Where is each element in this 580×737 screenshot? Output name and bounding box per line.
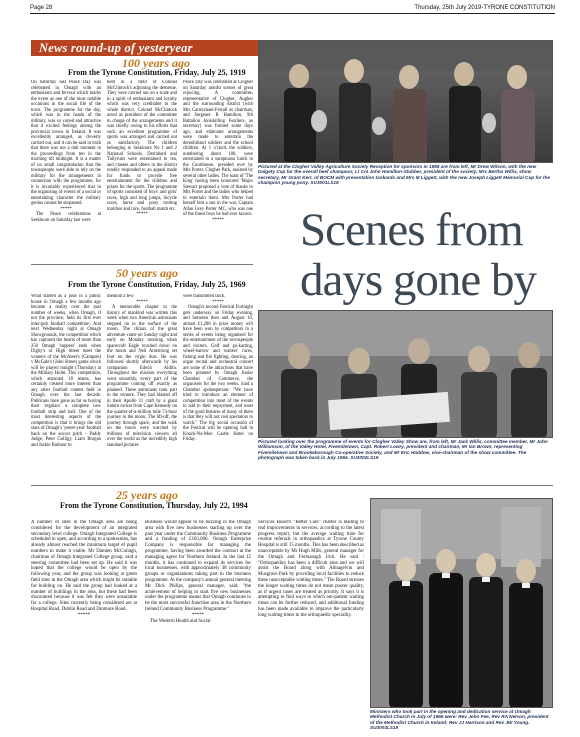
section-divider — [31, 264, 253, 265]
subhead-50-years: From the Tyrone Constitution, Friday, July 25, 1969 — [68, 280, 246, 289]
section-divider — [31, 485, 553, 486]
section-banner — [31, 40, 286, 56]
separator-stars: ***** — [212, 299, 224, 305]
feature-title: Scenes from days gone by — [300, 204, 537, 306]
photo-show-programme — [258, 310, 553, 438]
article-25-col1 — [31, 520, 137, 730]
separator-stars: ***** — [136, 299, 148, 305]
article-text: held in a field of Colonel McClintock's adjoining the demesne. They were carried out on a scale and in a spirit of enthusiasm and loyalty which was very creditable to the whole district. Colonel McClintock acted as president of the committee in charge of the arrangements and it was chiefly owing to his efforts that such an excellent programme of sports was arranged and carried out so satisfactory. The children belonging to Seskinore No 1 and 2 National Schools, Derrabard and Tullyrush were entertained to tea, and classes and others in the district readily responded to an appeal made for funds to provide free entertainment for the children and prizes for the sports. The programme of sports consisted of boys' and girls' races, high and long jumps, bicycle races, horse and pony trotting matches and race, football match etc. — [107, 80, 177, 212]
photo-methodist-ministers — [370, 498, 553, 708]
photo-illustration — [259, 311, 553, 438]
article-25-col3 — [258, 520, 364, 730]
separator-stars: ***** — [191, 612, 205, 618]
article-text: The Peace celebrations at Seskinore on Saturday last were — [31, 212, 101, 223]
article-25-col2 — [145, 520, 251, 730]
photo-illustration — [259, 41, 553, 163]
article-text: Peace Day was celebrated at Clogher on Saturday amidst scenes of great rejoicing. A committee, representative of Clogher, Augher and the surrounding district (with Mrs Carmichael-Ferrall as chairman, and Sergeant R Hamilton, 9th Battalion Inniskilling Fusiliers, as secretary) was formed some days ago, and elaborate arrangements were made to entertain the demobilised soldiers and the school children. At 1 o'clock the soldiers, numbering about 100, were entertained to a sumptuous lunch in the Courthouse, presided over by Mrs Porter, Clogher Park, assisted by several other ladies. The toast of 'The King' having been honoured 'Major Stewart proposed a vote of thanks to Mrs Porter and the ladies who helped to entertain them. Mrs Porter had herself lent a son in the war, Captain Allan Grey Porter MC, who was one of the finest boys he had ever known. — [183, 80, 253, 217]
article-100-col3 — [183, 80, 253, 265]
heading-25-years: 25 years ago — [116, 488, 178, 502]
heading-100-years: 100 years ago — [122, 56, 190, 70]
heading-50-years: 50 years ago — [116, 266, 178, 280]
article-text: were transmitted back. — [183, 294, 226, 299]
article-text: A number of sites in the Omagh area are being considered for the development of an integrated secondary level college. Omagh Integrated College is scheduled to open, and according to a spokesman, has already almost reached the minimum target of pupil numbers to make it viable. Mr Damien McCullagh, chairman of Omagh Integrated College group, said a steering committee had been set up. He said it was hoped that the college would be open by the following year, and the group was looking at green field sites in the Omagh area which might be suitable for building on. He said the group had looked at a number of buildings in the area, but these had been discounted because it was felt they were unsuitable for a college. Sites currently being considered are at Hospital Road, Dublin Road and Dromore Road. — [31, 520, 137, 612]
page-header — [30, 5, 555, 14]
article-text: On Saturday last Peace Day was celebrated in Omagh with an enthusiasm and fervour which marks the event as one of the most notable occasions in the social life of the town. The programme for the day, which was in the hands of the military, was so varied and attractive that it excited feelings among the provincial towns in Ireland. It was excellently arranged, as cleverly carried out, and it can be said in truth that there was not a dull moment in the proceedings from ten in the morning till midnight. It is a matter of no small congratulation that the townspeople were able to rely on the military for the arrangements in connection with the programme, for it is invariably experienced that in the organising of events of a social or entertaining character the military genius cannot be surpassed. — [31, 80, 101, 206]
article-text: Omagh's second Festival Fortnight gets underway on Friday evening, and between then and August 10, almost £1,200 in prize money will have been won by competitors in a series of events being organised for the entertainment of the townspeople and visitors. Golf and go-karting, wheel-barrow and waiters' races, fishing and fire fighting, dancing, an organ recital and orchestral concert are some of the attractions that have been planned by Omagh Junior Chamber of Commerce, the organisers for the two weeks. Said a Chamber spokesperson: "We have tried to introduce an element of competition into most of the events to add to their enjoyment, and most of the good features of many of them is that they will not cost spectators to watch." The big social occasion of the Festival will be opening ball in Knock-Na-Moe Castle Hotel on Friday. — [183, 305, 253, 442]
separator-stars: ***** — [60, 206, 72, 212]
article-text: A memorable chapter in the history of mankind was written this week when two American astronauts stepped on to the surface of the moon. The climax of the great adventure came on Sunday night and early on Monday morning when spacecraft Eagle touched down on the moon and Neil Armstrong set foot on the virgin dust. He was followed shortly afterwards by his companion Edwin Aldrin. Throughout the mission everything went smoothly, every part of the programme coming off exactly as planned. These astronauts took part in the venture. They had blasted off in their Apollo 11 craft by a giant Saturn rocket from Cape Kennedy on the quarter-of-a-million mile 73-hour journey to the moon. The lift-off, the journey through space, and the walk on the moon were watched by millions of television viewers all over the world as the incredibly high standard pictures — [107, 305, 177, 448]
article-100-col2 — [107, 80, 177, 265]
article-text: What started as a joke in a public house in Omagh a few months ago became a reality over the past number of weeks, when Omagh, if not the province, held its first ever inter-pub football competition. And next Wednesday night at Omagh Showgrounds, the competition which has captured the hearts of more than 250 Omagh 'suppers' ends when Digby's or High Street meet the winners of the McAleer's (Campsie) v McGale's (John Street) game which will be played tonight (Thursday) at the Military Holm. This competition, which attracted 18 teams, has certainly created more interest than any other football contest held in Omagh over the last decade. Publicans have gone as far as buying their 'regulars' a complete new football strip and ball. One of the most interesting aspects of the competition is that it brings the old stars of Omagh's 'yester-year' football back on the soccer pitch - Paddy Judge, Peter Golligy, Liam Brogan and Jackie Barbour to — [31, 294, 101, 448]
page-number: Page 28 — [30, 5, 53, 11]
separator-stars: ***** — [77, 612, 91, 618]
article-50-col1 — [31, 294, 101, 484]
article-50-col2 — [107, 294, 177, 484]
article-text: The Western Health and Social — [150, 618, 211, 624]
photo-show-sponsors — [258, 40, 553, 163]
separator-stars: ***** — [136, 212, 148, 217]
caption-photo-1: Pictured at the Clogher Valley Agriculture Society Reception for sponsors in 1985 are from left, Mr Drew Wilson, with the new Dalgety Cup for the overall beef champion; Lt Col John Hamilton-Stubber, president of the society, Mrs Bertha Willis, show secretary, Mr Grant Kerr, of BOCM with presentation tankards and Mrs M Liggett, with the new Joseph Liggett Memorial Cup for the champion young pony. SU3001LS19 — [258, 164, 551, 186]
article-text: mention a few — [107, 294, 134, 299]
article-100-col1 — [31, 80, 101, 268]
caption-photo-2: Pictured looking over the programme of events for Clogher Valley Show are, from left, Mr Jack Willis, committee member, Mr John Williamson, of the Valley Hotel, Fivemiletown, Capt. Robert Lowry, president and chairman, Mr Ian Brown, representing Fivemiletown and Brookeborough Co-operative Society, and Mr Eric Haddow, vice-chairman of the show committee. The photograph was taken back in July 1994. SU3002LS19 — [258, 439, 548, 461]
article-50-col3 — [183, 294, 253, 484]
subhead-100-years: From the Tyrone Constitution, Friday, July 25, 1919 — [68, 68, 246, 77]
article-text: Business would appear to be buzzing in the Omagh area with five new businesses starting up over the past year under the Community Business Programme and a funding of £103,000. Omagh Enterprise Company is responsible for managing the programme, having been awarded the contract at the managing agent for Northern Ireland. In the last 12 months, it has continued to expand its services for local businesses, with approximately 38 community groups or organisations taking part in the business programme. At the company's annual general meeting Mr Dick Philips, general manager, said: "the achievement of helping to start five new businesses under the programme means that Omagh continues to be the most successful franchise area in the Northern Ireland Community Business Programme." — [145, 520, 251, 612]
separator-stars: ***** — [212, 217, 224, 223]
article-text: Services Board's "Better Care" charter is leading to real improvements in services, according to the latest progress report, but the average waiting time for routine referrals in orthopaedics at Tyrone County Hospital is still 15 months. This has been described as unacceptable by Mr Hugh Mills, general manager for the Omagh and Fermanagh Unit. He said : "Orthopaedics has been a difficult area and we will assist the Board along with Altnagelvin and Musgrave Park by providing local facilities to reduce these unacceptable waiting times." The Board stresses the longer waiting times do not mean poorer quality, as if urgent cases are treated as priority. It says it is attempting to find ways in which out-patient waiting times can be further reduced, and additional funding has been made available to improve the particularly long waiting times in the orthopaedic speciality. — [258, 520, 364, 618]
banner-title: News round-up of yesteryear — [39, 41, 193, 55]
subhead-25-years: From the Tyrone Constitution, Thursday, July 22, 1994 — [60, 501, 248, 510]
photo-illustration — [371, 499, 553, 708]
caption-photo-3: Ministers who took part in the opening and dedication service at Omagh Methodist Church in July of 1966 were: Rev John Fee, Rev RA Nelson, president of the Methodist Church in Ireland; Rev JJ Harrison and Rev JW Young. SU3003LS19 — [370, 709, 549, 731]
issue-date: Thursday, 25th July 2019-TYRONE CONSTITUTION — [414, 5, 555, 11]
